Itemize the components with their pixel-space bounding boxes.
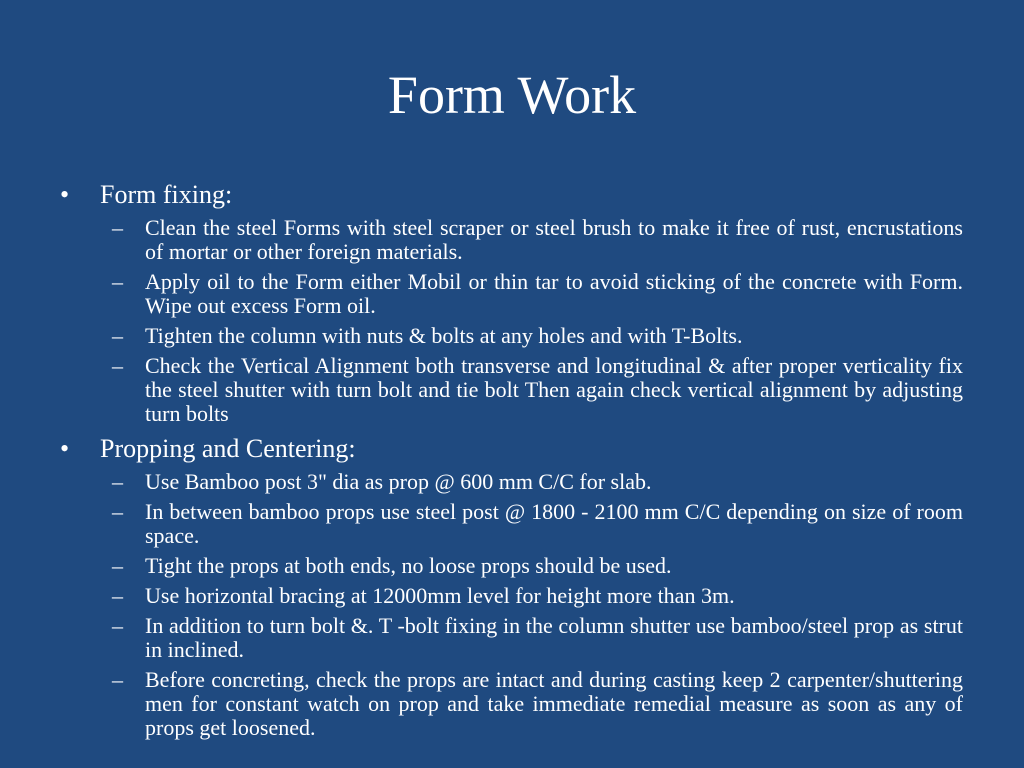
list-item [112,216,963,264]
section-heading: Propping and Centering: [100,434,356,463]
list-item-text: Before concreting, check the props are intact and during casting keep 2 carpenter/shuttering men for constant watch on prop and take immediate remedial measure as soon as any of props get loosened. [145,667,963,740]
list-item [112,470,963,494]
list-item-text: Tighten the column with nuts & bolts at any holes and with T-Bolts. [145,323,743,348]
dash-icon: – [112,323,123,348]
section-bullet-form-fixing [60,178,963,212]
dash-icon: – [112,215,123,240]
list-item-text: Use horizontal bracing at 12000mm level for height more than 3m. [145,583,735,608]
sub-list [112,216,963,426]
slide-content [60,178,963,746]
list-item [112,500,963,548]
dash-icon: – [112,553,123,578]
list-item-text: Use Bamboo post 3" dia as prop @ 600 mm C/C for slab. [145,469,652,494]
slide-title: Form Work [387,65,637,125]
list-item-text: Check the Vertical Alignment both transverse and longitudinal & after proper verticality fix the steel shutter with turn bolt and tie bolt Then again check vertical alignment by adjusting turn bolts [145,353,963,426]
list-item-text: In addition to turn bolt &. T -bolt fixing in the column shutter use bamboo/steel prop as strut in inclined. [145,613,963,662]
section-heading: Form fixing: [100,180,233,209]
dash-icon: – [112,269,123,294]
sub-list [112,470,963,740]
list-item-text: Clean the steel Forms with steel scraper or steel brush to make it free of rust, encrustations of mortar or other foreign materials. [145,215,963,264]
dash-icon: – [112,499,123,524]
dash-icon: – [112,613,123,638]
bullet-icon: • [60,180,70,209]
list-item [112,324,963,348]
section-bullet-propping [60,432,963,466]
dash-icon: – [112,469,123,494]
list-item-text: Apply oil to the Form either Mobil or thin tar to avoid sticking of the concrete with Form. Wipe out excess Form oil. [145,269,963,318]
list-item-text: Tight the props at both ends, no loose props should be used. [145,553,672,578]
bullet-icon: • [60,434,70,463]
dash-icon: – [112,583,123,608]
dash-icon: – [112,667,123,692]
list-item [112,354,963,426]
dash-icon: – [112,353,123,378]
list-item [112,614,963,662]
list-item [112,270,963,318]
list-item [112,554,963,578]
list-item [112,668,963,740]
list-item-text: In between bamboo props use steel post @ 1800 - 2100 mm C/C depending on size of room space. [145,499,963,548]
list-item [112,584,963,608]
